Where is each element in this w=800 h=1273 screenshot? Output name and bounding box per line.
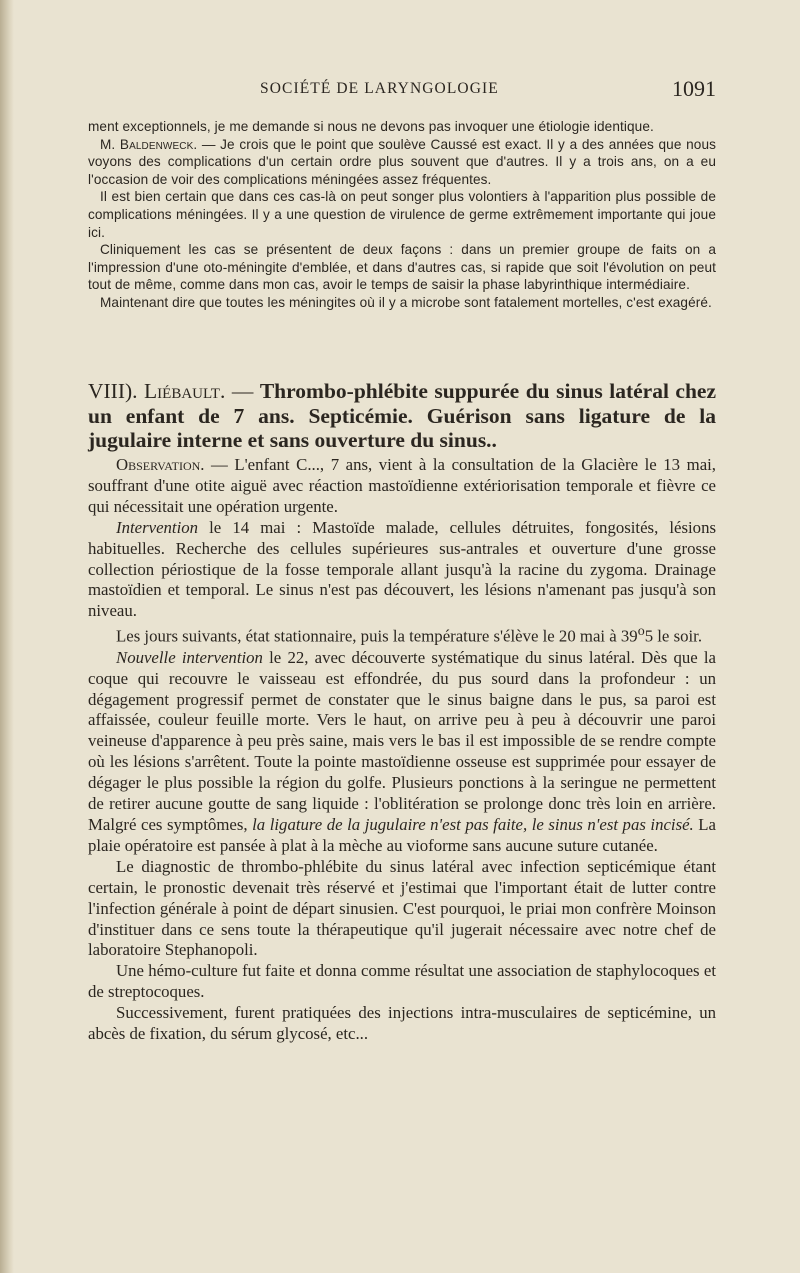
following-days-paragraph	[88, 622, 716, 648]
diagnostic-paragraph: Le diagnostic de thrombo-phlébite du sinus latéral avec infection septicémique étant certain, le pronostic devenait très réservé et j'estimai que l'important était de lutter contre l'infection générale à point de départ sinusien. C'est pourquoi, le priai mon confrère Moinson d'instituer dans ce sens toute la thérapeutique qu'il jugerait nécessaire avec notre chef de laboratoire Stephanopoli.	[88, 856, 716, 960]
document-page	[88, 0, 716, 1273]
second-intervention-paragraph	[88, 648, 716, 857]
page-number: 1091	[672, 76, 716, 101]
following-days-text: Les jours suivants, état stationnaire, puis la température s'élève le 20 mai à 39	[116, 626, 638, 646]
article-title: Thrombo-phlébite suppurée du sinus latéral chez un enfant de 7 ans. Septicémie. Guérison sans ligature de la jugulaire interne et sans ouverture du sinus..	[88, 379, 717, 452]
observation-text: — L'enfant C..., 7 ans, vient à la consultation de la Glacière le 13 mai, souffrant d'une otite aiguë avec réaction mastoïdienne extériorisation temporale et fièvre ce qui nécessitait une opération urgente.	[88, 455, 716, 516]
discussion-paragraph-2	[88, 136, 716, 189]
page-binding-edge	[0, 0, 14, 1273]
discussion-paragraph-5: Maintenant dire que toutes les méningites où il y a microbe sont fatalement mortelles, c'est exagéré.	[100, 294, 712, 310]
following-days-end: 5 le soir.	[644, 626, 703, 646]
hemoculture-paragraph: Une hémo-culture fut faite et donna comme résultat une association de staphylocoques et de streptocoques.	[88, 961, 716, 1002]
intervention-text: le 14 mai : Mastoïde malade, cellules détruites, fongosités, lésions habituelles. Recherche des cellules supérieures sus-antrales et ouverture d'une grosse collection périostique de la fosse temporale allant jusqu'à la racine du zygoma. Drainage mastoïdien et temporal. Le sinus n'est pas découvert, les lésions n'amenant pas jusqu'à son niveau.	[88, 517, 716, 621]
second-intervention-text: le 22, avec découverte systématique du sinus latéral. Dès que la coque qui recouvre le vaisseau est effondrée, du pus sourd dans la profondeur : un dégagement progressif permet de constater que le sinus baigne dans le pus, sa paroi est affaissée, couleur feuille morte. Vers le haut, on arrive peu à peu à découvrir une paroi veineuse d'apparence à peu près saine, mais vers le bas il est impossible de se rendre compte où les lésions s'arrêtent. Toute la pointe mastoïdienne osseuse est supprimée pour essayer de dégager le plus possible la région du golfe. Plusieurs ponctions à la seringue ne permettent de retirer aucune goutte de sang liquide : l'oblitération se prolonge donc très loin en arrière. Malgré ces symptômes,	[88, 647, 716, 834]
article-heading	[88, 379, 716, 453]
discussion-paragraph-1: ment exceptionnels, je me demande si nous ne devons pas invoquer une étiologie identique.	[88, 119, 654, 134]
treatment-paragraph: Successivement, furent pratiquées des injections intra-musculaires de septicémine, un abcès de fixation, du sérum glycosé, etc...	[88, 1003, 716, 1044]
running-title: SOCIÉTÉ DE LARYNGOLOGIE	[260, 80, 499, 97]
article-dash: —	[225, 379, 260, 403]
speaker-name: M. Baldenweck.	[100, 136, 198, 152]
second-intervention-italic: la ligature de la jugulaire n'est pas faite, le sinus n'est pas incisé.	[252, 815, 694, 834]
second-intervention-end: La plaie opératoire est pansée à plat à la mèche au vioforme sans aucune suture cutanée.	[88, 815, 716, 855]
discussion-block	[88, 118, 716, 312]
intervention-label: Intervention	[116, 517, 199, 537]
discussion-paragraph-2-text: — Je crois que le point que soulève Caussé est exact. Il y a des années que nous voyons des complications d'un certain ordre plus souvent que d'autres. Il y a trois ans, on a eu l'occasion de voir des complications méningées assez fréquentes.	[88, 136, 717, 187]
degree-superscript: o	[637, 624, 645, 640]
observation-paragraph	[88, 455, 716, 518]
running-head	[88, 76, 716, 106]
article-body	[88, 455, 716, 1045]
article-number: VIII).	[88, 379, 145, 403]
discussion-paragraph-3: Il est bien certain que dans ces cas-là on peut songer plus volontiers à l'apparition plus possible de complications méningées. Il y a une question de virulence de germe extrêmement importante qui joue ici.	[88, 189, 716, 240]
article-author: Liébault.	[144, 379, 226, 403]
second-intervention-label: Nouvelle intervention	[116, 647, 263, 667]
discussion-paragraph-4: Cliniquement les cas se présentent de deux façons : dans un premier groupe de faits on a l'impression d'une oto-méningite d'emblée, et dans d'autres cas, si rapide que soit l'évolution on peut tout de même, comme dans mon cas, avoir le temps de saisir la phase labyrinthique intermédiaire.	[88, 242, 716, 293]
intervention-paragraph	[88, 518, 716, 623]
observation-label: Observation.	[116, 455, 205, 474]
